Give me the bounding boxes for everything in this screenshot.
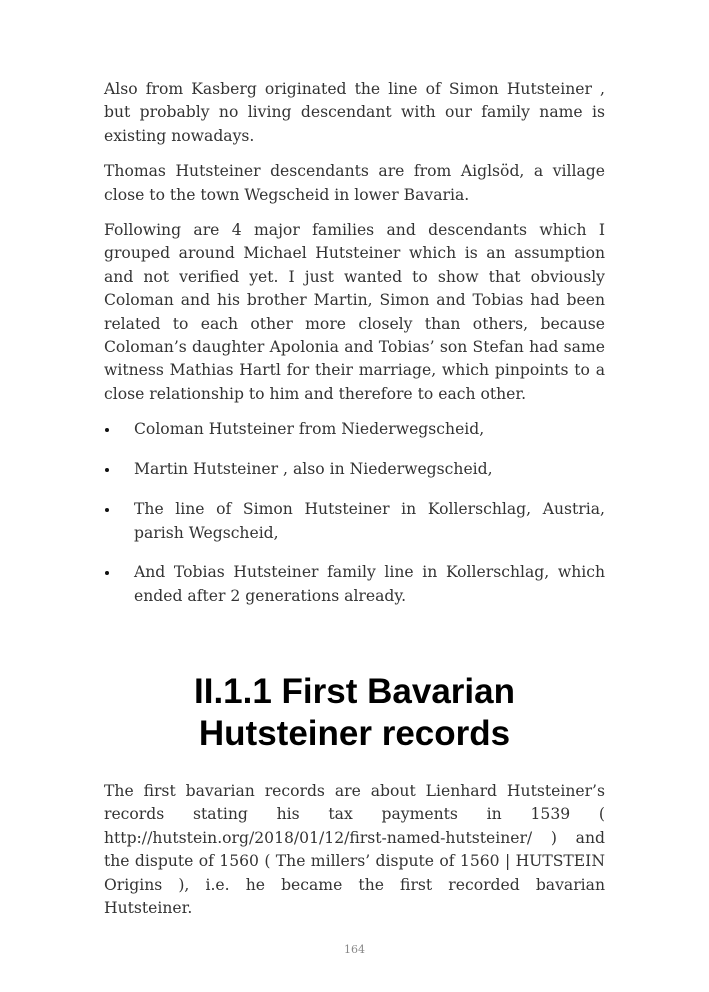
list-item-text: Martin Hutsteiner , also in Niederwegscheid, — [134, 460, 493, 479]
bullet-icon — [105, 428, 109, 432]
list-item-text: And Tobias Hutsteiner family line in Kollerschlag, which ended after 2 generations already. — [134, 563, 605, 605]
list-item — [104, 458, 605, 481]
paragraph-thomas: Thomas Hutsteiner descendants are from Aiglsöd, a village close to the town Wegscheid in lower Bavaria. — [104, 162, 605, 204]
family-bullet-list — [104, 418, 605, 608]
paragraph-first-records: The first bavarian records are about Lienhard Hutsteiner’s records stating his tax payments in 1539 ( http://hutstein.org/2018/01/12/first-named-hutsteiner/ ) and the dispute of 1560 ( The millers’ dispute of 1560 | HUTSTEIN Origins ), i.e. he became the first recorded bavarian Hutsteiner. — [104, 782, 605, 918]
list-item-text: The line of Simon Hutsteiner in Kollerschlag, Austria, parish Wegscheid, — [134, 500, 605, 542]
page-body — [104, 78, 605, 625]
page-number: 164 — [344, 943, 365, 956]
section-heading-line-2: Hutsteiner records — [198, 714, 511, 753]
bullet-icon — [105, 508, 109, 512]
paragraph-kasberg: Also from Kasberg originated the line of Simon Hutsteiner , but probably no living descendant with our family name is existing nowadays. — [104, 80, 605, 145]
list-item — [104, 418, 605, 441]
list-item — [104, 498, 605, 545]
paragraph-families: Following are 4 major families and descendants which I grouped around Michael Hutsteiner which is an assumption and not verified yet. I just wanted to show that obviously Coloman and his brother Martin, Simon and Tobias had been related to each other more closely than others, because Coloman’s daughter Apolonia and Tobias’ son Stefan had same witness Mathias Hartl for their marriage, which pinpoints to a close relationship to him and therefore to each other. — [104, 221, 605, 403]
bullet-icon — [105, 468, 109, 472]
list-item-text: Coloman Hutsteiner from Niederwegscheid, — [134, 420, 485, 439]
section-heading — [104, 671, 605, 755]
section-heading-line-1: II.1.1 First Bavarian — [194, 672, 515, 711]
bullet-icon — [105, 571, 109, 575]
list-item — [104, 561, 605, 608]
